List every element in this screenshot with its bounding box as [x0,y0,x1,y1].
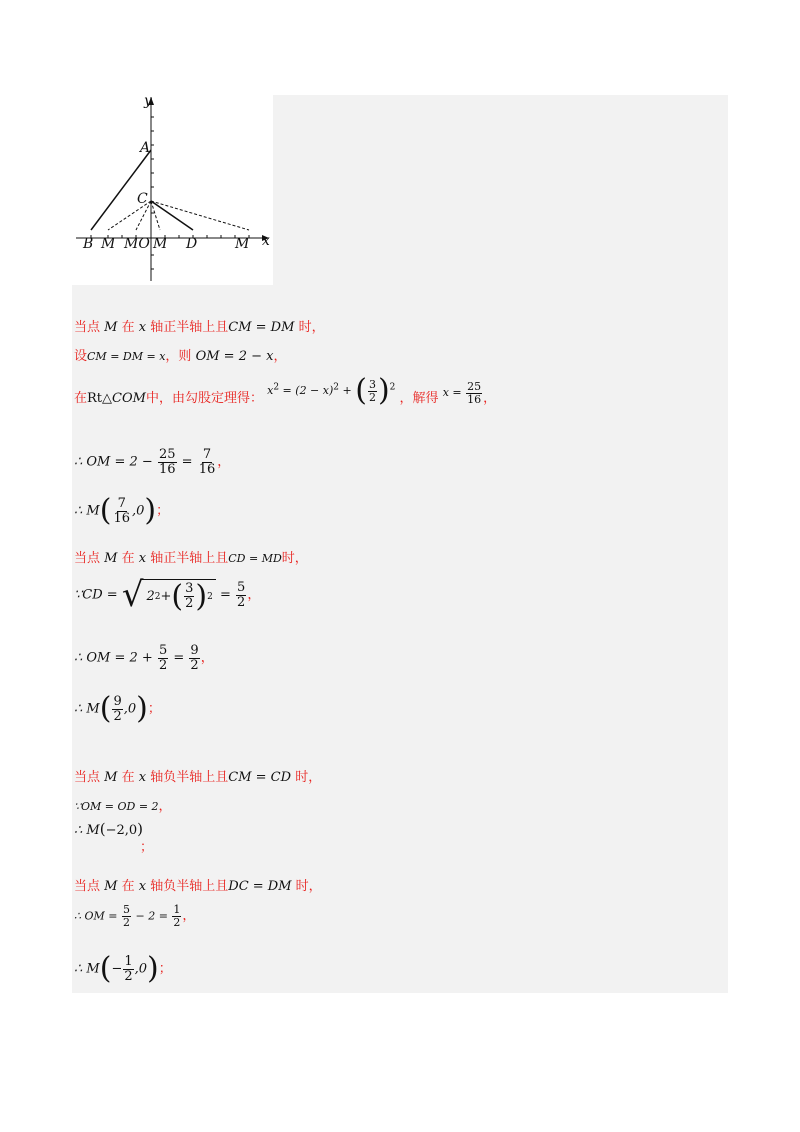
label-D: D [186,236,198,252]
label-M1: M [101,236,116,252]
line-case1-om: ∴ OM = 2 − $\frac{25}{16}$ = $\frac{7}{16}$ ， [74,447,231,477]
line-case2-cd: ∵CD = √ 2 2 + ( $\frac{3}{2}$ ) 2 = $\frac{5}{2}$ ， [74,575,261,615]
label-MO: MO [124,236,150,252]
line-case2-point: ∴ M( $\frac{9}{2}$ ,0)； [74,691,161,726]
label-C: C [137,191,148,207]
label-M2: M [153,236,168,252]
line-case3-point: ∴ M(−2,0) ； [74,820,154,855]
label-B: B [83,236,94,252]
line-case1-condition: 当点 M 在 x 轴正半轴上且CM = DM 时， [74,320,325,335]
line-case3-om: ∵OM = OD = 2， [74,799,172,814]
segment-CD [151,201,193,230]
line-case2-condition: 当点 M 在 x 轴正半轴上且CD = MD时， [74,551,308,566]
line-case4-om: ∴ OM = $\frac{5}{2}$ − 2 = $\frac{1}{2}$ ， [74,903,196,929]
dashed-segments [108,201,249,230]
coordinate-figure [72,95,273,285]
line-case4-point: ∴ M(− $\frac{1}{2}$ ,0)； [74,951,172,986]
line-case3-condition: 当点 M 在 x 轴负半轴上且CM = CD 时， [74,770,322,785]
label-y: y [144,95,152,109]
label-x: x [262,233,270,249]
segment-AB [91,150,151,230]
line-case4-condition: 当点 M 在 x 轴负半轴上且DC = DM 时， [74,879,322,894]
label-A: A [140,140,151,156]
line-case1-let: 设CM = DM = x，则 OM = 2 − x， [74,349,287,364]
line-case1-pythagoras: 在Rt△COM中，由勾股定理得： $^{x^2 = (2 - x)^2 + ( \frac{3}{2} )^2}$ ，解得 $^{x = \frac{25}{16}}$ ， [74,373,497,408]
line-case1-point: ∴ M( $\frac{7}{16}$ ,0)； [74,493,170,528]
label-M3: M [235,236,250,252]
figure-svg [72,95,273,285]
line-case2-om: ∴ OM = 2 + $\frac{5}{2}$ = $\frac{9}{2}$ ， [74,643,214,673]
